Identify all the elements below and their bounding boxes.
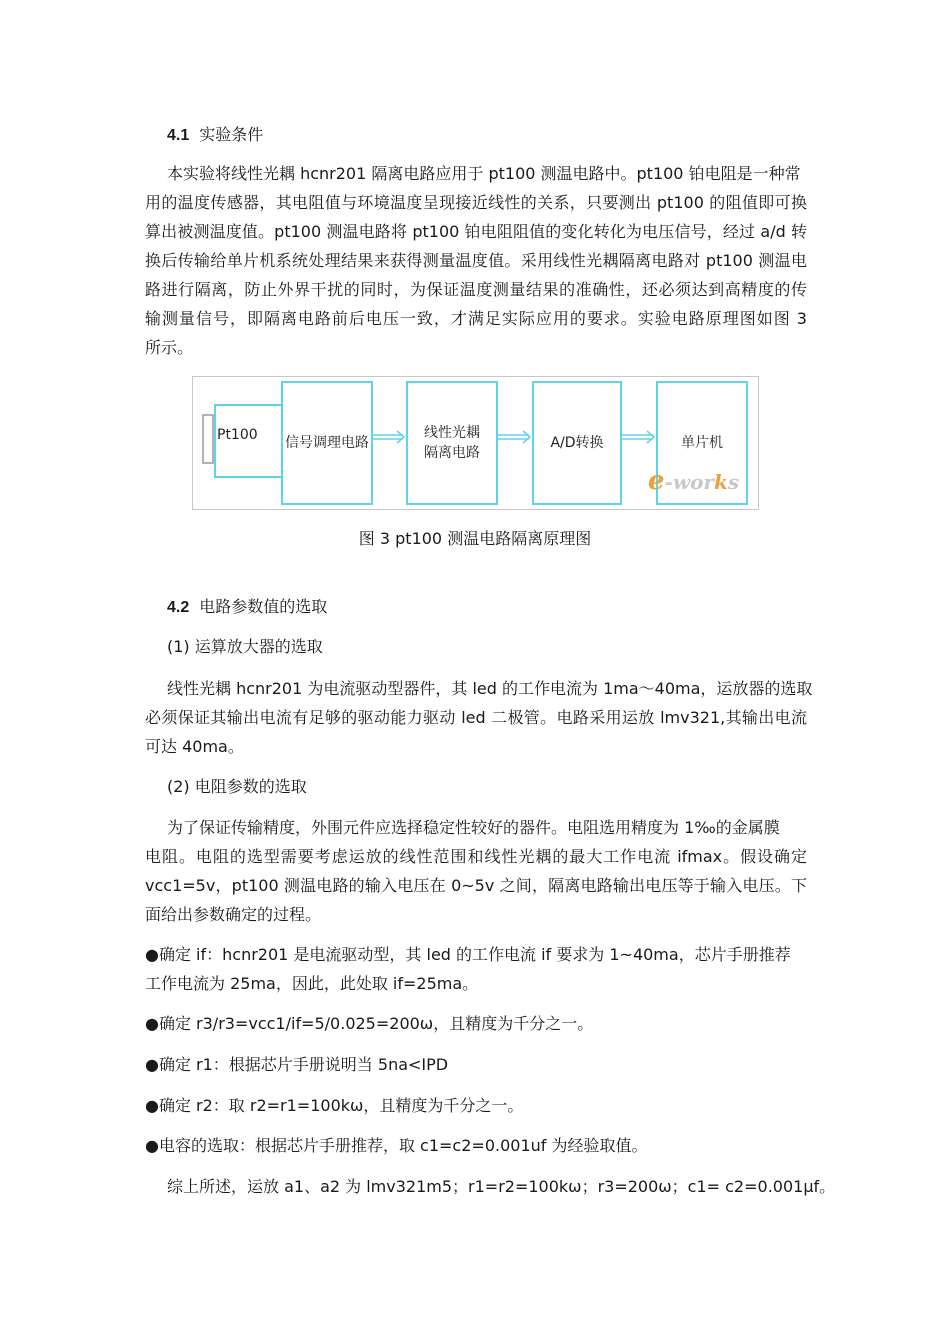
subheading-opamp: (1) 运算放大器的选取 [167, 637, 323, 656]
arrow-opto-to-adc [497, 431, 530, 443]
para3-line: vcc1=5v，pt100 测温电路的输入电压在 0~5v 之间，隔离电路输出电压等于输入电压。下 [145, 876, 807, 895]
arrow-signal-to-opto [371, 431, 404, 443]
signal-conditioning-box [281, 381, 373, 505]
para3-line: 为了保证传输精度，外围元件应选择稳定性较好的器件。电阻选用精度为 1‰的金属膜 [167, 818, 780, 837]
resistor-symbol [203, 415, 213, 463]
para2-line: 可达 40ma。 [145, 737, 244, 756]
figure-caption: 图 3 pt100 测温电路隔离原理图 [358, 529, 592, 548]
optocoupler-box [406, 381, 498, 505]
section-number: 4.2 [167, 599, 190, 616]
bullet-if-line: 工作电流为 25ma，因此，此处取 if=25ma。 [145, 974, 479, 993]
adc-label: A/D转换 [550, 435, 604, 451]
para1-line: 所示。 [145, 338, 194, 357]
bullet-r1: ●确定 r1：根据芯片手册说明当 5na<IPD [145, 1055, 449, 1074]
arrow-adc-to-mcu [621, 431, 654, 443]
pt100-label: Pt100 [217, 427, 258, 443]
summary-line: 综上所述，运放 a1、a2 为 lmv321m5；r1=r2=100kω；r3=200ω；c1= c2=0.001μf。 [167, 1177, 836, 1196]
para1-line: 本实验将线性光耦 hcnr201 隔离电路应用于 pt100 测温电路中。pt100 铂电阻是一种常 [167, 164, 801, 183]
bullet-r3: ●确定 r3/r3=vcc1/if=5/0.025=200ω，且精度为千分之一。 [145, 1014, 594, 1033]
bullet-r2: ●确定 r2：取 r2=r1=100kω，且精度为千分之一。 [145, 1096, 524, 1115]
bullet-capacitor: ●电容的选取：根据芯片手册推荐，取 c1=c2=0.001uf 为经验取值。 [145, 1136, 648, 1155]
para1-line: 输测量信号，即隔离电路前后电压一致，才满足实际应用的要求。实验电路原理图如图 3 [145, 309, 807, 328]
para3-line: 面给出参数确定的过程。 [145, 905, 322, 924]
para1-line: 换后传输给单片机系统处理结果来获得测量温度值。采用线性光耦隔离电路对 pt100 测温电 [145, 251, 807, 270]
adc-box [532, 381, 622, 505]
optocoupler-label-2: 隔离电路 [424, 445, 480, 461]
para2-line: 必须保证其输出电流有足够的驱动能力驱动 led 二极管。电路采用运放 lmv321,其输出电流 [145, 708, 807, 727]
optocoupler-label-1: 线性光耦 [424, 425, 480, 441]
bullet-if-line: ●确定 if：hcnr201 是电流驱动型，其 led 的工作电流 if 要求为 1~40ma，芯片手册推荐 [145, 945, 791, 964]
para1-line: 算出被测温度值。pt100 测温电路将 pt100 铂电阻阻值的变化转化为电压信号，经过 a/d 转 [145, 222, 807, 241]
section-number: 4.1 [167, 127, 190, 144]
section-title: 电路参数值的选取 [199, 597, 328, 616]
section-4-1-heading [167, 125, 263, 146]
eworks-logo: e-works [648, 466, 740, 496]
signal-conditioning-label: 信号调理电路 [285, 435, 369, 451]
para2-line: 线性光耦 hcnr201 为电流驱动型器件，其 led 的工作电流为 1ma～40ma，运放器的选取 [167, 679, 813, 698]
section-title: 实验条件 [199, 125, 264, 144]
section-4-2-heading [167, 597, 327, 618]
para1-line: 路进行隔离，防止外界干扰的同时，为保证温度测量结果的准确性，还必须达到高精度的传 [145, 280, 807, 299]
subheading-resistor: (2) 电阻参数的选取 [167, 777, 307, 796]
para3-line: 电阻。电阻的选型需要考虑运放的线性范围和线性光耦的最大工作电流 ifmax。假设确定 [145, 847, 807, 866]
mcu-label: 单片机 [681, 435, 723, 451]
para1-line: 用的温度传感器，其电阻值与环境温度呈现接近线性的关系，只要测出 pt100 的阻值即可换 [145, 193, 807, 212]
